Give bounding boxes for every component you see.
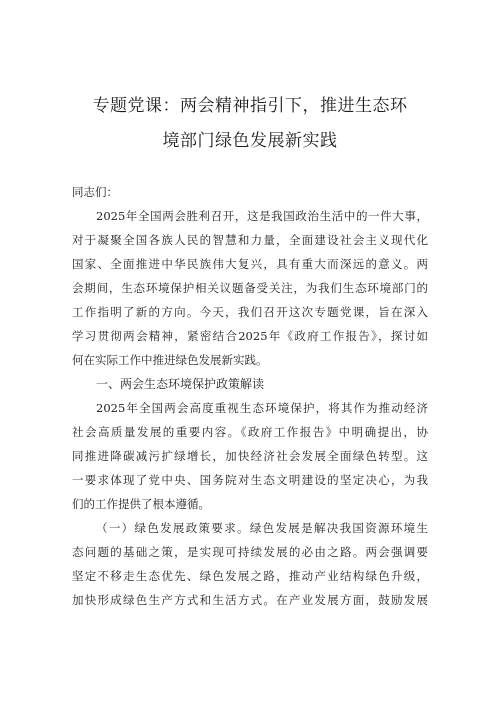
paragraph-3-line: （一）绿色发展政策要求。绿色发展是解决我国资源环境生: [96, 521, 428, 535]
paragraph-2-line: 们的工作提供了根本遵循。: [72, 497, 210, 511]
paragraph-1-line: 国家、全面推进中华民族伟大复兴，具有重大而深远的意义。两: [72, 257, 428, 271]
salutation: 同志们：: [72, 185, 118, 199]
paragraph-3-line: 坚定不移走生态优先、绿色发展之路，推动产业结构绿色升级，: [72, 569, 428, 583]
paragraph-1-line: 2025年全国两会胜利召开，这是我国政治生活中的一件大事，: [96, 209, 428, 223]
paragraph-3-line: 态问题的基础之策，是实现可持续发展的必由之路。两会强调要: [72, 545, 428, 559]
paragraph-1-line: 工作指明了新的方向。今天，我们召开这次专题党课，旨在深入: [72, 305, 428, 319]
paragraph-2-line: 同推进降碳减污扩绿增长，加快经济社会发展全面绿色转型。这: [72, 449, 428, 463]
paragraph-1-line: 对于凝聚全国各族人民的智慧和力量，全面建设社会主义现代化: [72, 233, 428, 247]
paragraph-2-line: 社会高质量发展的重要内容。《政府工作报告》中明确提出，协: [72, 425, 428, 439]
paragraph-1-line: 学习贯彻两会精神，紧密结合2025年《政府工作报告》，探讨如: [72, 329, 428, 343]
document-title-line-2: 境部门绿色发展新实践: [162, 131, 338, 151]
paragraph-2-line: 2025年全国两会高度重视生态环境保护，将其作为推动经济: [96, 401, 428, 415]
paragraph-1-line: 何在实际工作中推进绿色发展新实践。: [72, 353, 268, 367]
paragraph-3-line: 加快形成绿色生产方式和生活方式。在产业发展方面，鼓励发展: [72, 593, 428, 607]
paragraph-2-line: 一要求体现了党中央、国务院对生态文明建设的坚定决心，为我: [72, 473, 428, 487]
paragraph-1-line: 会期间，生态环境保护相关议题备受关注，为我们生态环境部门的: [72, 281, 428, 295]
section-heading: 一、两会生态环境保护政策解读: [96, 377, 265, 391]
document-title-line-1: 专题党课：两会精神指引下，推进生态环: [92, 96, 408, 116]
